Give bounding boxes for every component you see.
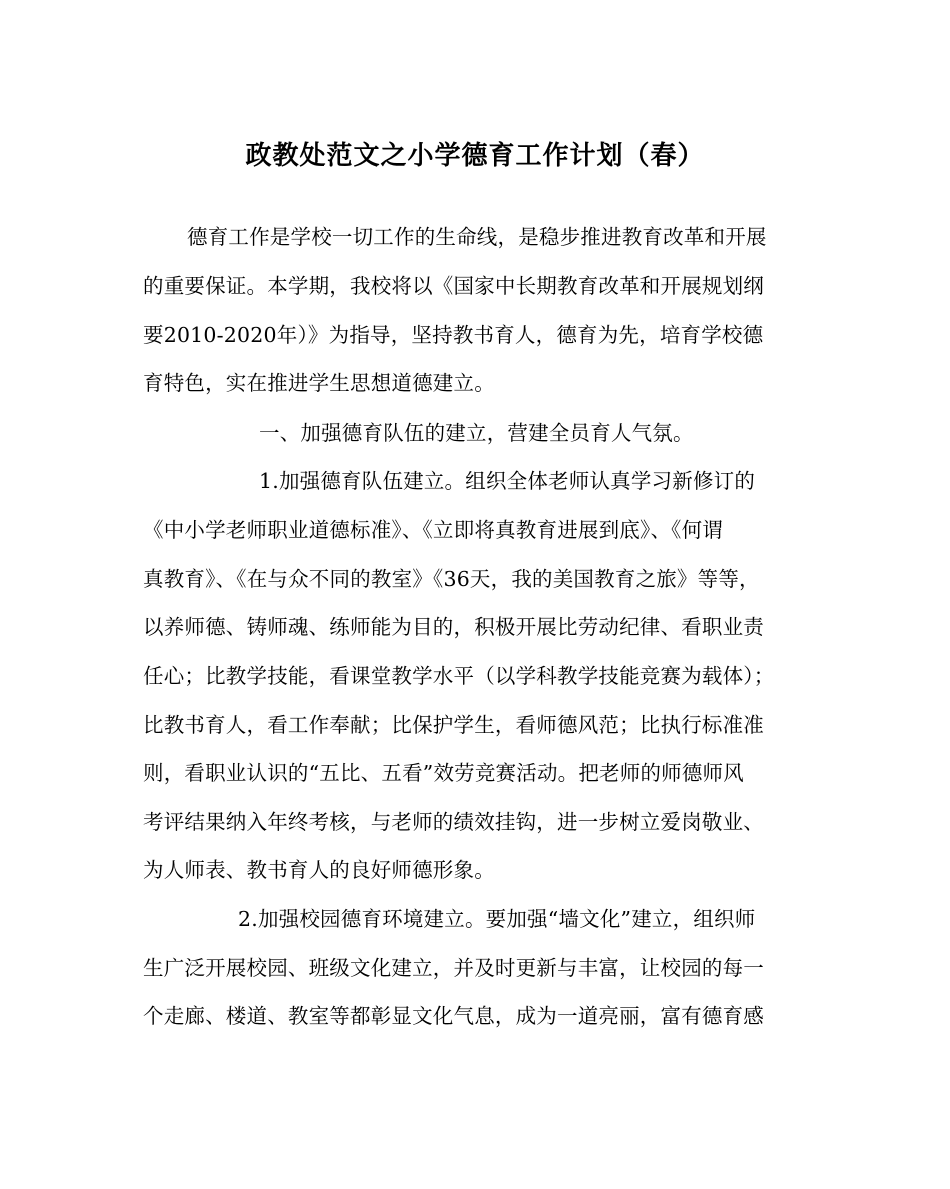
item-1-line-1: 1.加强德育队伍建立。组织全体老师认真学习新修订的 xyxy=(259,469,756,493)
paragraph-intro-line-2: 的重要保证。本学期，我校将以《国家中长期教育改革和开展规划纲 xyxy=(143,274,764,298)
document-title: 政教处范文之小学德育工作计划（春） xyxy=(245,141,705,171)
item-1-line-9: 为人师表、教书育人的良好师德形象。 xyxy=(143,858,495,882)
item-1-line-7: 则，看职业认识的“五比、五看”效劳竞赛活动。把老师的师德师风 xyxy=(143,761,744,785)
item-2-line-3: 个走廊、楼道、教室等都彰显文化气息，成为一道亮丽，富有德育感 xyxy=(143,1004,764,1028)
paragraph-intro-line-1: 德育工作是学校一切工作的生命线，是稳步推进教育改革和开展 xyxy=(187,225,767,249)
item-1-line-2: 《中小学老师职业道德标准》、《立即将真教育进展到底》、《何谓 xyxy=(143,518,723,542)
paragraph-intro-line-4: 育特色，实在推进学生思想道德建立。 xyxy=(143,371,495,395)
item-1-line-8: 考评结果纳入年终考核，与老师的绩效挂钩，进一步树立爱岗敬业、 xyxy=(143,810,764,834)
item-1-line-4: 以养师德、铸师魂、练师能为目的，积极开展比劳动纪律、看职业责 xyxy=(143,615,764,639)
section-heading-1: 一、加强德育队伍的建立，营建全员育人气氛。 xyxy=(259,421,694,445)
item-2-line-2: 生广泛开展校园、班级文化建立，并及时更新与丰富，让校园的每一 xyxy=(143,956,764,980)
paragraph-intro-line-3: 要2010-2020年）》为指导，坚持教书育人，德育为先，培育学校德 xyxy=(143,323,764,347)
item-1-line-6: 比教书育人，看工作奉献；比保护学生，看师德风范；比执行标准准 xyxy=(143,713,764,737)
item-1-line-5: 任心；比教学技能，看课堂教学水平（以学科教学技能竞赛为载体）； xyxy=(143,664,775,688)
item-1-line-3: 真教育》、《在与众不同的教室》《36天，我的美国教育之旅》等等， xyxy=(143,567,760,591)
item-2-line-1: 2.加强校园德育环境建立。要加强“墙文化”建立，组织师 xyxy=(238,907,756,931)
